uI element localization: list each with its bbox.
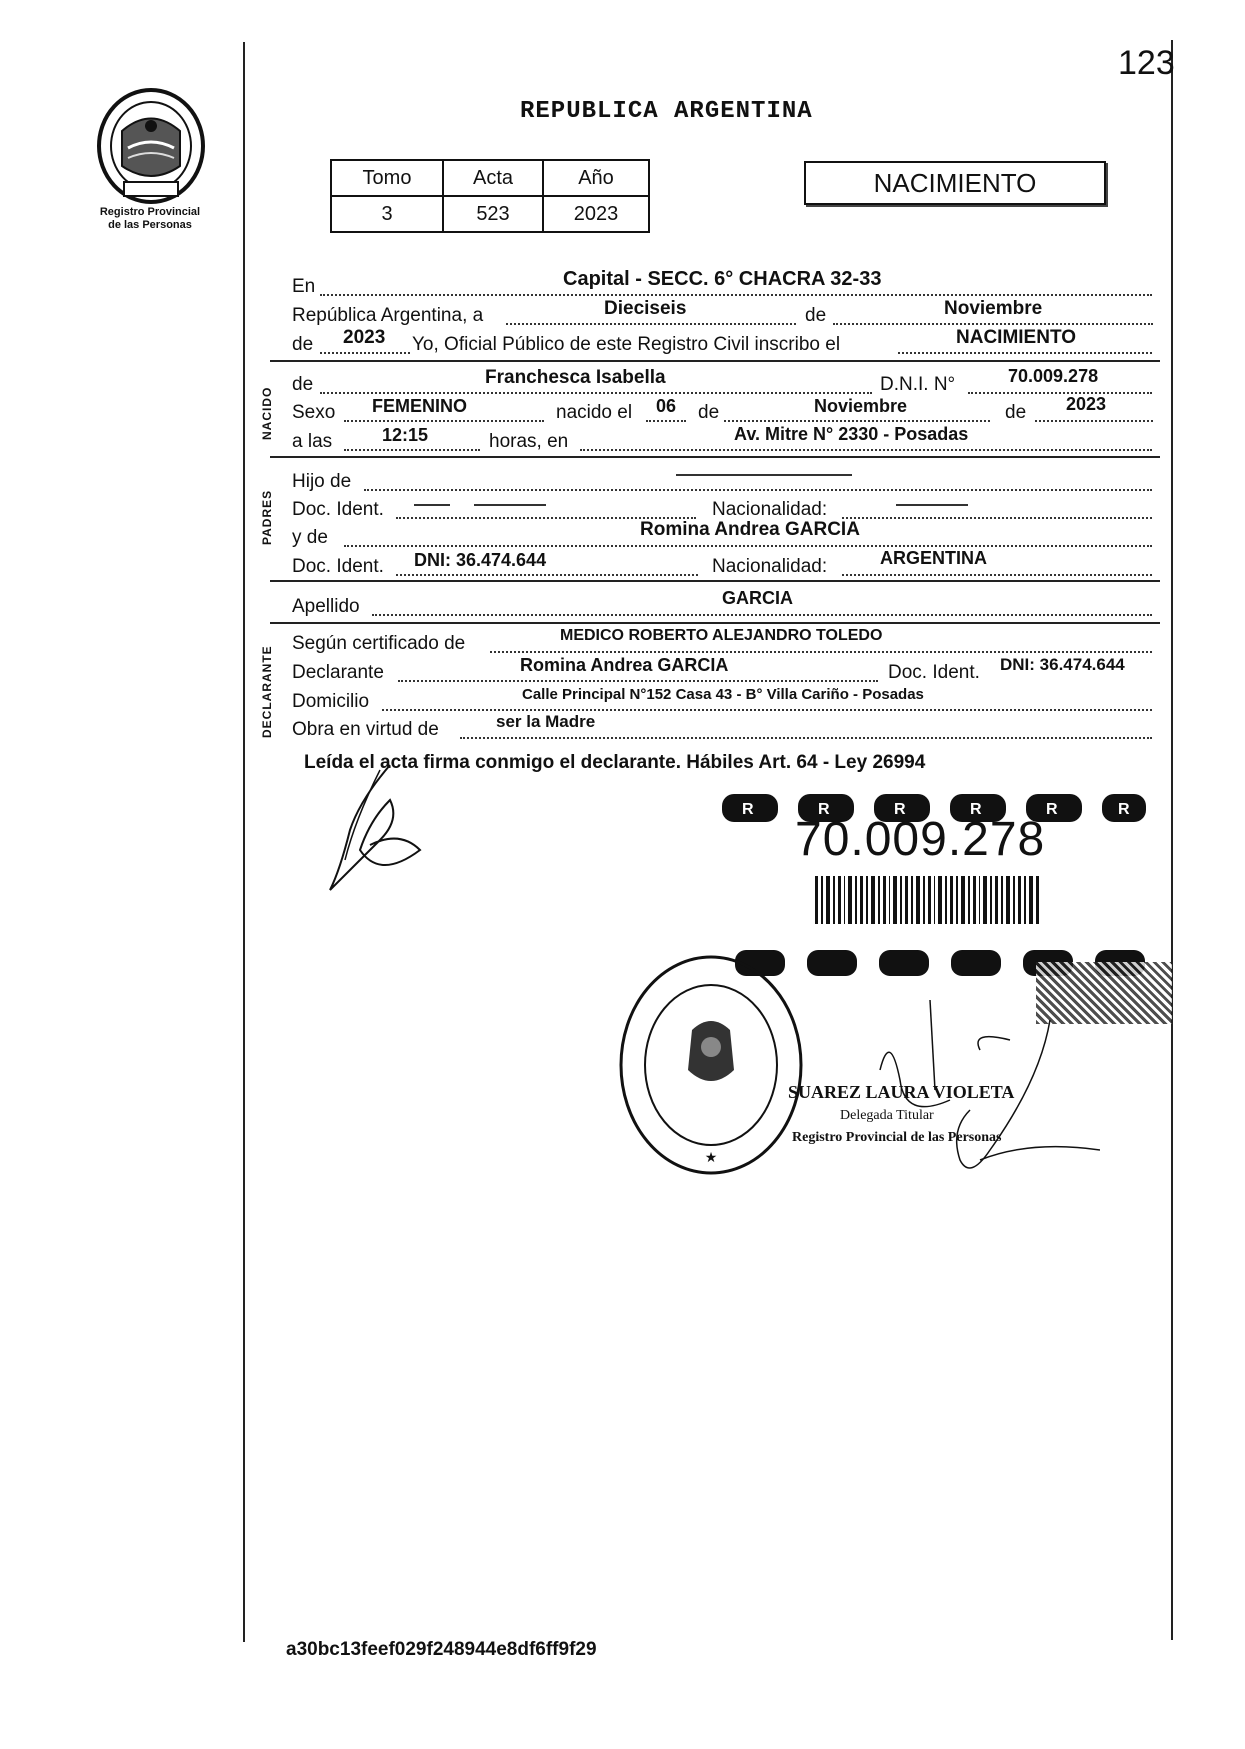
de-label-2: de <box>292 334 314 355</box>
domicilio-label: Domicilio <box>292 691 370 712</box>
closing-statement: Leída el acta firma conmigo el declarante. Hábiles Art. 64 - Ley 26994 <box>304 752 926 773</box>
official-name: SUAREZ LAURA VIOLETA <box>788 1082 1015 1102</box>
de-label-1: de <box>805 305 827 326</box>
republica-label: República Argentina, a <box>292 305 484 326</box>
declarante-value: Romina Andrea GARCIA <box>520 655 729 675</box>
hijo-de-label: Hijo de <box>292 471 352 492</box>
child-dni: 70.009.278 <box>1008 366 1099 386</box>
declarante-side-label: DECLARANTE <box>260 645 274 738</box>
nacido-de-label: de <box>292 374 314 395</box>
acta-header: Acta <box>443 160 543 196</box>
svg-text:R: R <box>1118 801 1130 818</box>
registry-table <box>330 159 650 233</box>
day-value: Dieciseis <box>604 298 687 319</box>
record-type-box: NACIMIENTO <box>804 161 1106 205</box>
sexo-value: FEMENINO <box>372 396 468 416</box>
official-role: Delegada Titular <box>840 1108 934 1123</box>
horas-label: horas, en <box>489 431 569 452</box>
alas-label: a las <box>292 431 333 452</box>
birth-year: 2023 <box>1066 394 1107 414</box>
inscribe-label: Yo, Oficial Público de este Registro Civil inscribo el <box>412 334 841 355</box>
stamp-dni-number: 70.009.278 <box>795 813 1046 866</box>
certificado-value: MEDICO ROBERTO ALEJANDRO TOLEDO <box>560 627 883 644</box>
en-label: En <box>292 276 316 297</box>
father-blank-mark <box>676 474 852 476</box>
doc-ident-label-2: Doc. Ident. <box>292 556 384 577</box>
svg-text:R: R <box>818 801 830 818</box>
anio-value: 2023 <box>543 196 649 232</box>
nacido-de-label-2: de <box>698 402 720 423</box>
nacionalidad-label-2: Nacionalidad: <box>712 556 828 577</box>
certificado-label: Según certificado de <box>292 633 466 654</box>
mother-doc: DNI: 36.474.644 <box>414 550 547 570</box>
dni-label: D.N.I. N° <box>880 374 956 395</box>
birth-month: Noviembre <box>814 396 908 416</box>
apellido-label: Apellido <box>292 596 360 617</box>
inscribe-value: NACIMIENTO <box>956 327 1076 348</box>
registry-header-row <box>331 160 649 196</box>
apellido-value: GARCIA <box>722 588 793 608</box>
tomo-value: 3 <box>331 196 443 232</box>
month-value: Noviembre <box>944 298 1043 319</box>
svg-text:★: ★ <box>704 1149 718 1165</box>
acta-value: 523 <box>443 196 543 232</box>
mother-nationality: ARGENTINA <box>880 548 987 568</box>
declarante-label: Declarante <box>292 662 384 683</box>
birth-time: 12:15 <box>382 425 429 445</box>
svg-text:R: R <box>1046 801 1058 818</box>
svg-text:R: R <box>742 801 754 818</box>
registry-value-row <box>331 196 649 232</box>
logo-caption-line1: Registro Provincial <box>99 206 201 218</box>
en-value: Capital - SECC. 6° CHACRA 32-33 <box>563 268 882 290</box>
province-seal-logo <box>92 86 210 209</box>
birth-place: Av. Mitre N° 2330 - Posadas <box>734 424 969 444</box>
page-number: 123 <box>1118 44 1175 82</box>
document-title: REPUBLICA ARGENTINA <box>520 98 813 125</box>
birth-day: 06 <box>656 396 677 416</box>
document-hash: a30bc13feef029f248944e8df6ff9f29 <box>286 1639 597 1660</box>
sexo-label: Sexo <box>292 402 336 423</box>
padres-side-label: PADRES <box>260 489 274 545</box>
doc-ident-label-1: Doc. Ident. <box>292 499 384 520</box>
left-signature <box>320 760 440 905</box>
obra-value: ser la Madre <box>496 712 596 731</box>
barcode <box>815 876 1039 929</box>
svg-text:R: R <box>970 801 982 818</box>
nacido-de-label-3: de <box>1005 402 1027 423</box>
logo-caption-line2: de las Personas <box>108 219 192 231</box>
anio-header: Año <box>543 160 649 196</box>
nacido-side-label: NACIDO <box>260 386 274 440</box>
official-round-seal <box>616 952 806 1183</box>
year-value: 2023 <box>343 327 386 348</box>
official-org: Registro Provincial de las Personas <box>792 1130 1002 1145</box>
tomo-header: Tomo <box>331 160 443 196</box>
decl-doc-label: Doc. Ident. <box>888 662 980 683</box>
declarante-doc: DNI: 36.474.644 <box>1000 655 1125 674</box>
nacionalidad-label-1: Nacionalidad: <box>712 499 828 520</box>
obra-label: Obra en virtud de <box>292 719 439 740</box>
svg-text:R: R <box>894 801 906 818</box>
y-de-label: y de <box>292 527 328 548</box>
nacido-el-label: nacido el <box>556 402 633 423</box>
child-name: Franchesca Isabella <box>485 367 666 388</box>
mother-name: Romina Andrea GARCIA <box>640 519 860 540</box>
domicilio-value: Calle Principal N°152 Casa 43 - B° Villa Cariño - Posadas <box>522 686 924 703</box>
logo-caption <box>85 206 215 232</box>
